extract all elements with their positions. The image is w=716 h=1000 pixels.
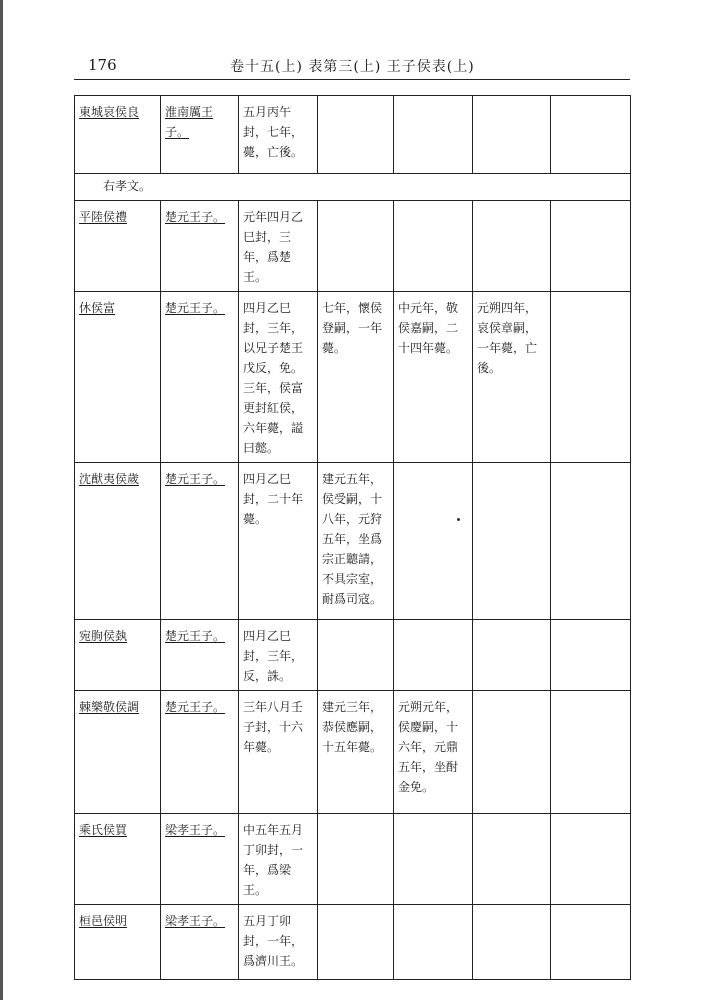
enfeoffment-cell: 中五年五月丁卯封，一年，爲梁王。 <box>239 814 318 905</box>
section-row <box>75 174 631 201</box>
table-row <box>75 905 631 980</box>
enfeoffment-cell: 四月乙巳封，二十年薨。 <box>239 463 318 620</box>
table-row <box>75 620 631 691</box>
origin-cell: 楚元王子。 <box>161 463 239 620</box>
succession-cell <box>473 691 551 814</box>
running-head: 卷十五(上) 表第三(上) 王子侯表(上) <box>230 59 475 75</box>
succession-cell <box>473 201 551 292</box>
succession-cell <box>551 292 631 463</box>
origin-cell: 楚元王子。 <box>161 620 239 691</box>
succession-cell <box>551 620 631 691</box>
succession-cell: 中元年，敬侯嘉嗣，二十四年薨。 <box>394 292 473 463</box>
header-rule <box>74 79 630 80</box>
marquis-title-cell: 宛朐侯埶 <box>75 620 161 691</box>
table-row <box>75 201 631 292</box>
succession-cell <box>394 201 473 292</box>
succession-cell <box>473 620 551 691</box>
succession-cell <box>551 905 631 980</box>
enfeoffment-cell: 五月丙午封，七年，薨，亡後。 <box>239 96 318 174</box>
succession-cell: 元朔四年，哀侯章嗣，一年薨，亡後。 <box>473 292 551 463</box>
marquis-title-cell: 東城哀侯良 <box>75 96 161 174</box>
succession-cell <box>394 814 473 905</box>
succession-cell: 建元五年，侯受嗣，十八年，元狩五年，坐爲宗正聽請，不具宗室，耐爲司寇。 <box>318 463 394 620</box>
succession-cell <box>394 620 473 691</box>
nobility-table <box>74 95 631 980</box>
succession-cell: 七年，懷侯登嗣，一年薨。 <box>318 292 394 463</box>
section-label: 右孝文。 <box>75 174 631 201</box>
succession-cell <box>551 691 631 814</box>
scan-edge <box>0 0 3 1000</box>
succession-cell <box>318 96 394 174</box>
table-row <box>75 96 631 174</box>
enfeoffment-cell: 五月丁卯封，一年，爲濟川王。 <box>239 905 318 980</box>
succession-cell <box>318 814 394 905</box>
succession-cell: 建元三年，恭侯應嗣，十五年薨。 <box>318 691 394 814</box>
succession-cell <box>473 463 551 620</box>
marquis-title-cell: 平陸侯禮 <box>75 201 161 292</box>
origin-cell: 楚元王子。 <box>161 292 239 463</box>
succession-cell <box>394 463 473 620</box>
origin-cell: 梁孝王子。 <box>161 905 239 980</box>
origin-cell: 梁孝王子。 <box>161 814 239 905</box>
enfeoffment-cell: 三年八月壬子封，十六年薨。 <box>239 691 318 814</box>
succession-cell <box>318 620 394 691</box>
marquis-title-cell: 沈猷夷侯歲 <box>75 463 161 620</box>
succession-cell <box>551 463 631 620</box>
marquis-title-cell: 桓邑侯明 <box>75 905 161 980</box>
origin-cell: 淮南厲王子。 <box>161 96 239 174</box>
succession-cell <box>551 814 631 905</box>
marquis-title-cell: 休侯富 <box>75 292 161 463</box>
succession-cell: 元朔元年，侯慶嗣，十六年，元鼎五年，坐酎金免。 <box>394 691 473 814</box>
table-row <box>75 463 631 620</box>
origin-cell: 楚元王子。 <box>161 201 239 292</box>
succession-cell <box>318 905 394 980</box>
succession-cell <box>473 814 551 905</box>
succession-cell <box>473 96 551 174</box>
origin-cell: 楚元王子。 <box>161 691 239 814</box>
page-number: 176 <box>88 56 117 74</box>
succession-cell <box>551 96 631 174</box>
marquis-title-cell: 棘樂敬侯調 <box>75 691 161 814</box>
enfeoffment-cell: 四月乙巳封，三年，反，誅。 <box>239 620 318 691</box>
enfeoffment-cell: 四月乙巳封，三年，以兄子楚王戊反，免。三年，侯富更封紅侯，六年薨，謚曰懿。 <box>239 292 318 463</box>
succession-cell <box>394 96 473 174</box>
stray-mark <box>457 518 460 521</box>
succession-cell <box>473 905 551 980</box>
table-row <box>75 814 631 905</box>
succession-cell <box>551 201 631 292</box>
marquis-title-cell: 乘氏侯買 <box>75 814 161 905</box>
table-row <box>75 691 631 814</box>
enfeoffment-cell: 元年四月乙巳封，三年，爲楚王。 <box>239 201 318 292</box>
table-row <box>75 292 631 463</box>
succession-cell <box>394 905 473 980</box>
succession-cell <box>318 201 394 292</box>
